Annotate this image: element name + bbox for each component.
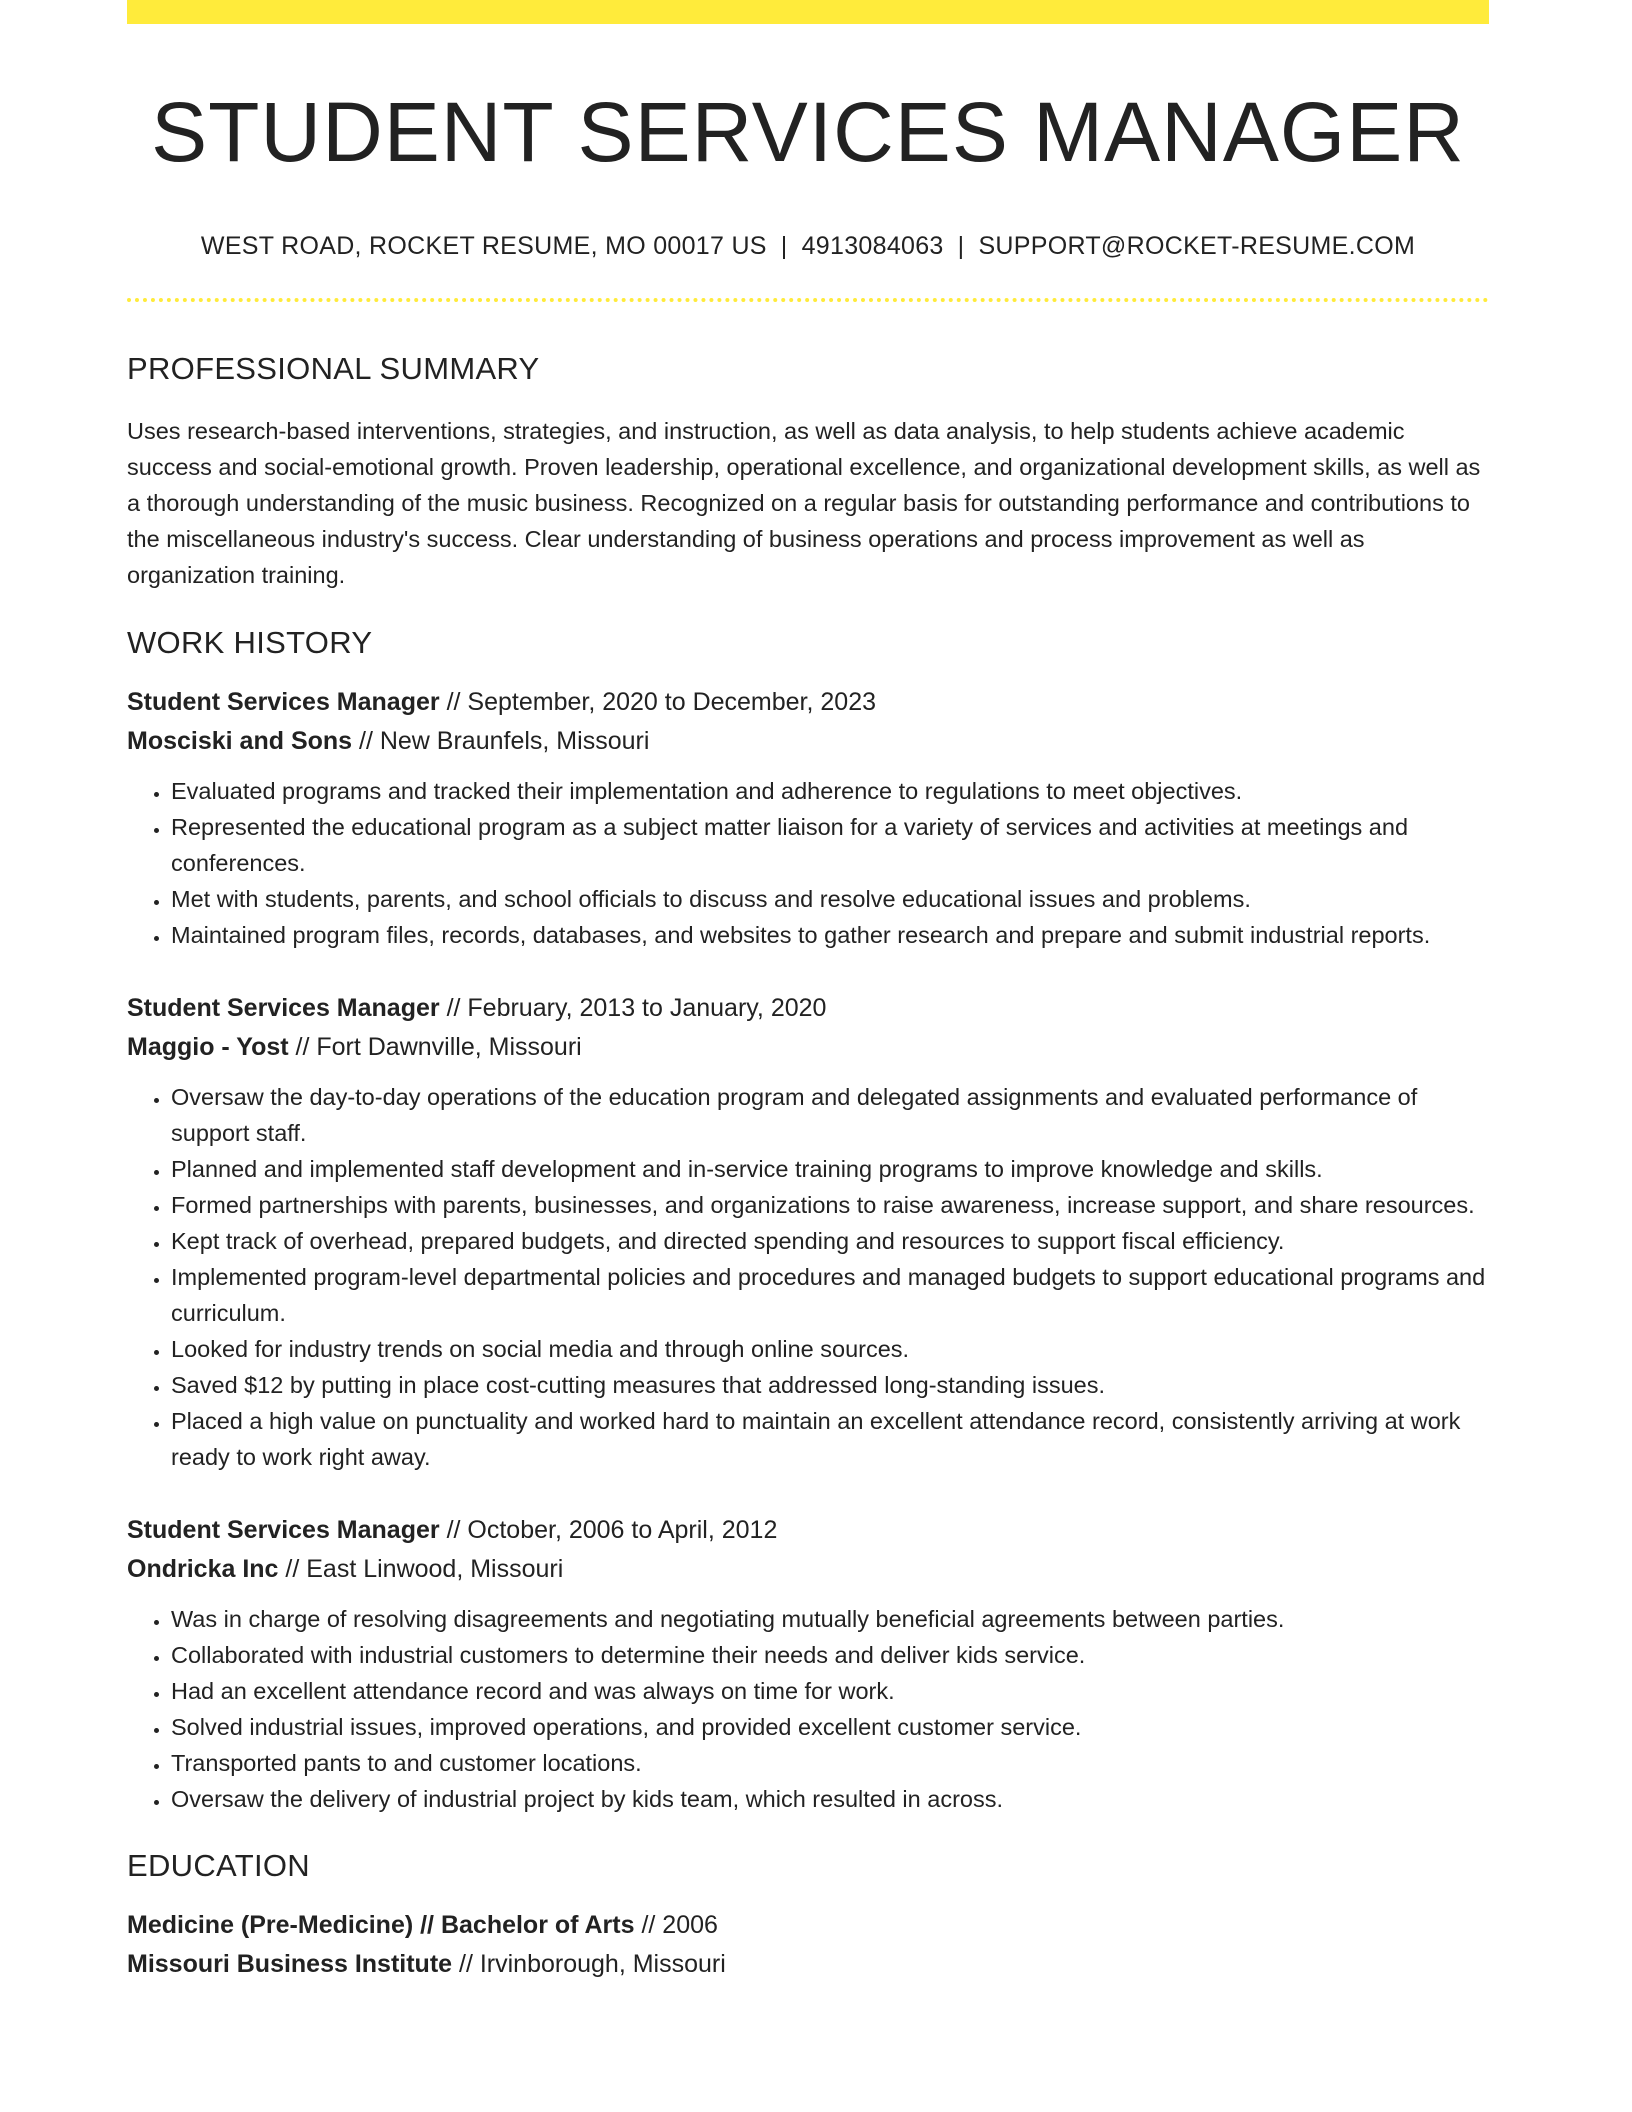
education-school: Missouri Business Institute [127,1950,453,1979]
education-year: // 2006 [634,1911,718,1940]
job-bullet-item: • Collaborated with industrial customers to determine their needs and deliver kids service. [171,1637,1489,1673]
job-company-line [127,722,1489,761]
job-bullet-item: • Represented the educational program as a subject matter liaison for a variety of services and activities at meetings and conferences. [171,809,1489,881]
job-bullet-item: • Looked for industry trends on social media and through online sources. [171,1331,1489,1367]
education-section-title: EDUCATION [127,1848,310,1884]
job-company-line [127,1550,1489,1589]
job-role: Student Services Manager [127,688,440,717]
job-bullet-list [127,1079,1489,1475]
resume-page [127,0,1489,1984]
job-bullet-item: • Kept track of overhead, prepared budgets, and directed spending and resources to support fiscal efficiency. [171,1223,1489,1259]
job-role: Student Services Manager [127,1516,440,1545]
contact-separator: | [780,231,788,260]
education-degree-line [127,1906,1489,1945]
job-bullet-item: • Formed partnerships with parents, businesses, and organizations to raise awareness, increase support, and share resources. [171,1187,1489,1223]
job-bullet-item: • Transported pants to and customer locations. [171,1745,1489,1781]
job-bullet-item: • Evaluated programs and tracked their implementation and adherence to regulations to meet objectives. [171,773,1489,809]
job-role: Student Services Manager [127,994,440,1023]
job-bullet-item: • Planned and implemented staff development and in-service training programs to improve knowledge and skills. [171,1151,1489,1187]
job-company-line [127,1028,1489,1067]
job-company: Mosciski and Sons [127,727,353,756]
job-title-line [127,1511,1489,1550]
job-bullet-item: • Was in charge of resolving disagreements and negotiating mutually beneficial agreements between parties. [171,1601,1489,1637]
contact-email: SUPPORT@ROCKET-RESUME.COM [978,231,1416,260]
dotted-divider [127,298,1489,302]
education-degree: Medicine (Pre-Medicine) // Bachelor of Arts [127,1911,635,1940]
job-entry [127,1511,1489,1817]
job-dates: // September, 2020 to December, 2023 [439,688,877,717]
job-location: // New Braunfels, Missouri [352,727,650,756]
job-title-line [127,683,1489,722]
education-school-line [127,1945,1489,1984]
job-bullet-item: • Oversaw the day-to-day operations of the education program and delegated assignments and evaluated performance of support staff. [171,1079,1489,1151]
education-location: // Irvinborough, Missouri [452,1950,726,1979]
job-bullet-item: • Met with students, parents, and school officials to discuss and resolve educational issues and problems. [171,881,1489,917]
job-bullet-item: • Had an excellent attendance record and was always on time for work. [171,1673,1489,1709]
work-history-list [127,683,1489,1817]
job-entry [127,683,1489,953]
job-bullet-item: • Placed a high value on punctuality and worked hard to maintain an excellent attendance record, consistently arriving at work ready to work right away. [171,1403,1489,1475]
work-history-section-title: WORK HISTORY [127,624,373,660]
resume-name-heading: STUDENT SERVICES MANAGER [151,85,1465,179]
summary-section-title: PROFESSIONAL SUMMARY [127,350,540,386]
summary-text: Uses research-based interventions, strategies, and instruction, as well as data analysis, to help students achieve academic success and social-emotional growth. Proven leadership, operational excellence, and organizational development skills, as well as a thorough understanding of the music business. Recognized on a regular basis for outstanding performance and contributions to the miscellaneous industry's success. Clear understanding of business operations and process improvement as well as organization training. [127,417,1481,588]
job-location: // East Linwood, Missouri [278,1555,564,1584]
job-location: // Fort Dawnville, Missouri [288,1033,582,1062]
contact-line [127,231,1489,261]
job-dates: // February, 2013 to January, 2020 [439,994,827,1023]
job-title-line [127,989,1489,1028]
job-dates: // October, 2006 to April, 2012 [439,1516,778,1545]
contact-separator: | [957,231,965,260]
job-bullet-item: • Oversaw the delivery of industrial project by kids team, which resulted in across. [171,1781,1489,1817]
job-bullet-item: • Solved industrial issues, improved operations, and provided excellent customer service. [171,1709,1489,1745]
job-bullet-item: • Maintained program files, records, databases, and websites to gather research and prepare and submit industrial reports. [171,917,1489,953]
education-entry [127,1906,1489,1984]
job-bullet-item: • Saved $12 by putting in place cost-cutting measures that addressed long-standing issues. [171,1367,1489,1403]
job-bullet-item: • Implemented program-level departmental policies and procedures and managed budgets to support educational programs and curriculum. [171,1259,1489,1331]
job-company: Ondricka Inc [127,1555,279,1584]
job-bullet-list [127,1601,1489,1817]
contact-phone: 4913084063 [801,231,944,260]
contact-address: WEST ROAD, ROCKET RESUME, MO 00017 US [200,231,767,260]
job-company: Maggio - Yost [127,1033,289,1062]
job-entry [127,989,1489,1475]
accent-top-bar [127,0,1489,24]
job-bullet-list [127,773,1489,953]
